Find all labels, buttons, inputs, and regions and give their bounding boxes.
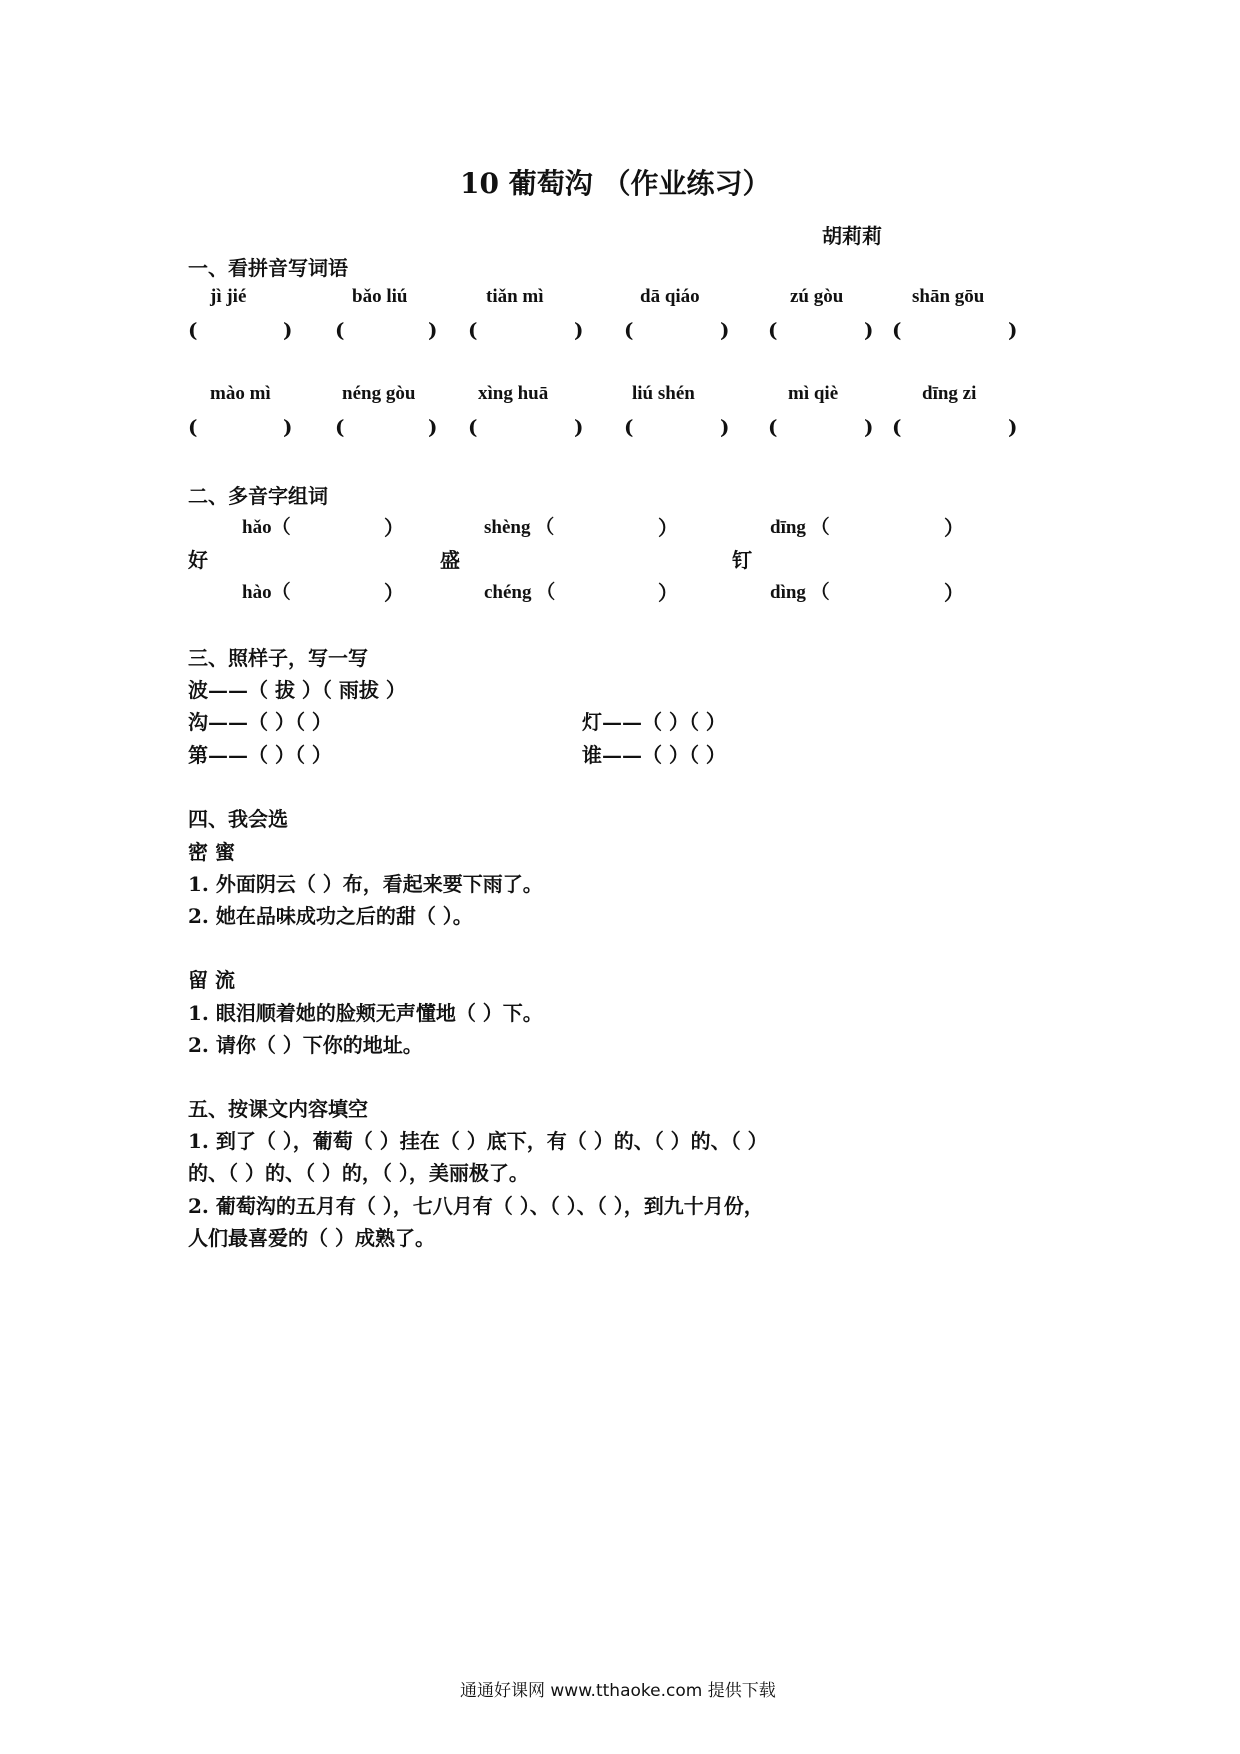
pinyin-item: shān gōu	[912, 286, 985, 307]
answer-blank-open[interactable]: (	[624, 415, 634, 439]
answer-blank-close[interactable]: ）	[944, 581, 964, 605]
fill-line[interactable]: 人们最喜爱的（ ）成熟了。	[188, 1226, 435, 1250]
polyphone-char: 钉	[732, 548, 752, 572]
footer-credit: 通通好课网 www.tthaoke.com 提供下载	[460, 1681, 776, 1701]
fill-line[interactable]: 的、（ ）的、（ ）的，（ ），美丽极了。	[188, 1161, 529, 1185]
fill-line[interactable]: 1. 到了（ ），葡萄（ ）挂在（ ）底下，有（ ）的、（ ）的、（ ）	[188, 1129, 768, 1153]
answer-blank-open[interactable]: (	[188, 415, 198, 439]
question-line[interactable]: 1. 外面阴云（ ）布，看起来要下雨了。	[188, 872, 543, 896]
polyphone-reading: dīng （	[770, 517, 830, 538]
answer-blank-open[interactable]: (	[188, 318, 198, 342]
answer-blank-open[interactable]: (	[468, 415, 478, 439]
answer-blank-close: )	[1008, 318, 1018, 342]
answer-blank-close[interactable]: ）	[944, 516, 964, 540]
answer-blank-close[interactable]: ）	[384, 581, 404, 605]
answer-blank-close: )	[864, 415, 874, 439]
pinyin-item: néng gòu	[342, 383, 416, 404]
pinyin-item: tiǎn mì	[486, 286, 544, 307]
section2-heading: 二、多音字组词	[188, 484, 328, 508]
polyphone-reading: hǎo（	[242, 517, 291, 538]
answer-blank-close[interactable]: ）	[658, 516, 678, 540]
pinyin-item: mì qiè	[788, 383, 839, 404]
polyphone-reading: shèng （	[484, 517, 555, 538]
page-title: 10 葡萄沟 （作业练习）	[460, 167, 771, 200]
author-name: 胡莉莉	[822, 224, 882, 248]
answer-blank-close: )	[283, 415, 293, 439]
question-line[interactable]: 2. 她在品味成功之后的甜（ ）。	[188, 904, 473, 928]
exercise-line[interactable]: 沟——（ ）（ ）	[188, 710, 332, 734]
choice-options: 密 蜜	[188, 840, 235, 864]
fill-line[interactable]: 2. 葡萄沟的五月有（ ），七八月有（ ）、（ ）、（ ），到九十月份，	[188, 1194, 764, 1218]
question-line[interactable]: 1. 眼泪顺着她的脸颊无声懂地（ ）下。	[188, 1001, 543, 1025]
pinyin-item: dā qiáo	[640, 286, 700, 307]
answer-blank-close: )	[574, 318, 584, 342]
polyphone-char: 盛	[440, 548, 460, 572]
polyphone-reading: dìng （	[770, 582, 830, 603]
pinyin-item: xìng huā	[478, 383, 549, 404]
answer-blank-close: )	[428, 318, 438, 342]
pinyin-item: liú shén	[632, 383, 695, 404]
answer-blank-close: )	[720, 415, 730, 439]
section3-heading: 三、照样子，写一写	[188, 646, 368, 670]
answer-blank-open[interactable]: (	[892, 318, 902, 342]
exercise-line[interactable]: 第——（ ）（ ）	[188, 743, 332, 767]
answer-blank-close: )	[574, 415, 584, 439]
choice-options: 留 流	[188, 968, 235, 992]
pinyin-item: jì jié	[210, 286, 247, 307]
answer-blank-open[interactable]: (	[335, 415, 345, 439]
answer-blank-open[interactable]: (	[892, 415, 902, 439]
answer-blank-close[interactable]: ）	[658, 581, 678, 605]
answer-blank-close: )	[1008, 415, 1018, 439]
answer-blank-close: )	[428, 415, 438, 439]
answer-blank-open[interactable]: (	[768, 318, 778, 342]
answer-blank-open[interactable]: (	[768, 415, 778, 439]
section1-heading: 一、看拼音写词语	[188, 256, 348, 280]
section4-heading: 四、我会选	[188, 807, 288, 831]
pinyin-item: bǎo liú	[352, 286, 408, 307]
answer-blank-open[interactable]: (	[468, 318, 478, 342]
pinyin-item: mào mì	[210, 383, 271, 404]
answer-blank-close[interactable]: ）	[384, 516, 404, 540]
answer-blank-open[interactable]: (	[624, 318, 634, 342]
pinyin-item: zú gòu	[790, 286, 844, 307]
polyphone-char: 好	[188, 548, 208, 572]
section5-heading: 五、按课文内容填空	[188, 1097, 368, 1121]
answer-blank-open[interactable]: (	[335, 318, 345, 342]
example-line: 波——（ 拔 ）（ 雨拔 ）	[188, 678, 406, 702]
exercise-line[interactable]: 谁——（ ）（ ）	[582, 743, 726, 767]
answer-blank-close: )	[864, 318, 874, 342]
polyphone-reading: chéng （	[484, 582, 556, 603]
polyphone-reading: hào（	[242, 582, 291, 603]
answer-blank-close: )	[720, 318, 730, 342]
question-line[interactable]: 2. 请你（ ）下你的地址。	[188, 1033, 423, 1057]
answer-blank-close: )	[283, 318, 293, 342]
exercise-line[interactable]: 灯——（ ）（ ）	[582, 710, 726, 734]
pinyin-item: dīng zi	[922, 383, 977, 404]
